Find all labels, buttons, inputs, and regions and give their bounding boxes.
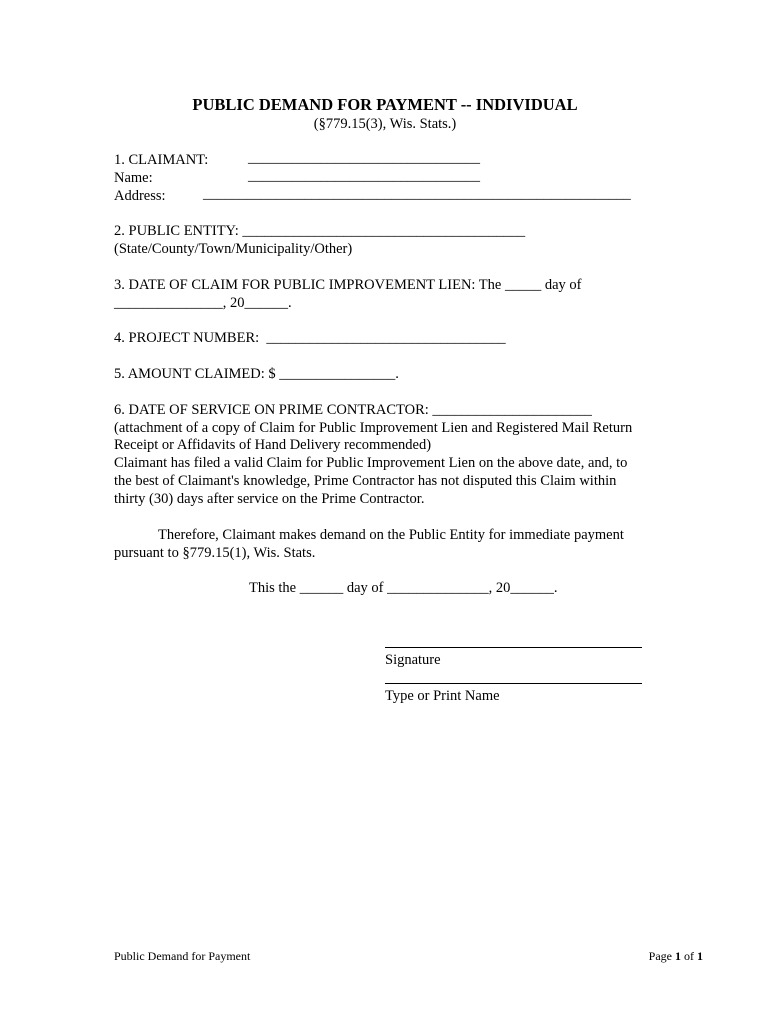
footer-left: Public Demand for Payment	[114, 949, 251, 963]
page-prefix: Page	[648, 949, 675, 963]
claim-statement-line2: the best of Claimant's knowledge, Prime Contractor has not disputed this Claim within	[114, 473, 617, 489]
print-name-line	[385, 683, 642, 684]
public-entity-note: (State/County/Town/Municipality/Other)	[114, 241, 353, 257]
service-note-line2: Receipt or Affidavits of Hand Delivery recommended)	[114, 437, 432, 453]
signature-line	[385, 647, 642, 648]
footer-page-number	[560, 949, 703, 963]
print-name-label: Type or Print Name	[385, 688, 500, 704]
page-total: 1	[697, 949, 703, 963]
claim-statement-line3: thirty (30) days after service on the Prime Contractor.	[114, 491, 425, 507]
demand-line1: Therefore, Claimant makes demand on the Public Entity for immediate payment	[158, 527, 624, 543]
page-of: of	[681, 949, 697, 963]
date-of-claim-line2: _______________, 20______.	[114, 295, 292, 311]
name-label: Name:	[114, 170, 153, 186]
project-number-field: 4. PROJECT NUMBER: _________________________________	[114, 330, 506, 346]
signature-label: Signature	[385, 652, 441, 668]
date-of-claim-line1: 3. DATE OF CLAIM FOR PUBLIC IMPROVEMENT LIEN: The _____ day of	[114, 277, 582, 293]
name-line: ________________________________	[248, 168, 480, 184]
document-title: PUBLIC DEMAND FOR PAYMENT -- INDIVIDUAL	[192, 95, 578, 114]
dated-line: This the ______ day of ______________, 20______.	[249, 580, 558, 596]
address-line: ___________________________________________________________	[203, 186, 631, 202]
claimant-label: 1. CLAIMANT:	[114, 152, 209, 168]
page-current: 1	[675, 949, 681, 963]
address-label: Address:	[114, 188, 166, 204]
claim-statement-line1: Claimant has filed a valid Claim for Public Improvement Lien on the above date, and, to	[114, 455, 628, 471]
claimant-line: ________________________________	[248, 150, 480, 166]
document-subtitle: (§779.15(3), Wis. Stats.)	[313, 116, 457, 132]
service-note-line1: (attachment of a copy of Claim for Public Improvement Lien and Registered Mail Return	[114, 420, 633, 436]
service-date-field: 6. DATE OF SERVICE ON PRIME CONTRACTOR: ______________________	[114, 402, 592, 418]
amount-claimed-field: 5. AMOUNT CLAIMED: $ ________________.	[114, 366, 399, 382]
public-entity-field: 2. PUBLIC ENTITY: _______________________________________	[114, 223, 526, 239]
demand-line2: pursuant to §779.15(1), Wis. Stats.	[114, 545, 316, 561]
